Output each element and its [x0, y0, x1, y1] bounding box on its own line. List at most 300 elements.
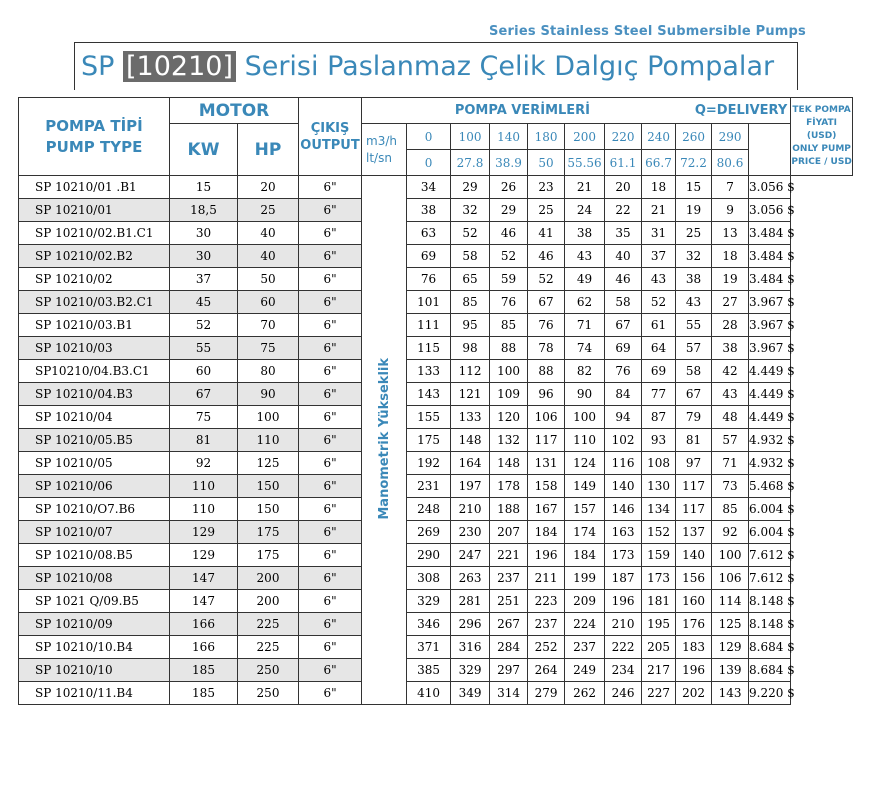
pump-type-cell: SP 10210/08 [19, 567, 170, 590]
head-value-cell: 57 [676, 337, 712, 360]
head-value-cell: 124 [565, 452, 605, 475]
kw-cell: 92 [170, 452, 238, 475]
head-value-cell: 18 [642, 176, 676, 199]
hp-cell: 20 [238, 176, 299, 199]
head-value-cell: 100 [490, 360, 528, 383]
head-value-cell: 349 [451, 682, 490, 705]
head-value-cell: 148 [451, 429, 490, 452]
head-value-cell: 73 [712, 475, 749, 498]
head-value-cell: 20 [605, 176, 642, 199]
head-value-cell: 43 [676, 291, 712, 314]
table-row [19, 613, 853, 636]
head-value-cell: 149 [565, 475, 605, 498]
pump-type-cell: SP 10210/05.B5 [19, 429, 170, 452]
head-value-cell: 173 [605, 544, 642, 567]
hp-cell: 90 [238, 383, 299, 406]
pump-type-cell: SP 10210/10 [19, 659, 170, 682]
output-cell: 6" [299, 475, 362, 498]
kw-cell: 30 [170, 222, 238, 245]
price-cell: 8.148 $ [749, 613, 791, 636]
head-value-cell: 37 [642, 245, 676, 268]
hp-cell: 100 [238, 406, 299, 429]
head-value-cell: 108 [642, 452, 676, 475]
head-value-cell: 196 [605, 590, 642, 613]
head-value-cell: 252 [528, 636, 565, 659]
head-value-cell: 25 [528, 199, 565, 222]
pump-type-cell: SP 10210/03 [19, 337, 170, 360]
head-value-cell: 100 [565, 406, 605, 429]
head-value-cell: 38 [565, 222, 605, 245]
head-value-cell: 175 [407, 429, 451, 452]
output-cell: 6" [299, 222, 362, 245]
head-value-cell: 40 [605, 245, 642, 268]
pump-type-cell: SP 10210/01 .B1 [19, 176, 170, 199]
head-value-cell: 192 [407, 452, 451, 475]
price-cell: 4.449 $ [749, 383, 791, 406]
price-cell: 3.056 $ [749, 199, 791, 222]
head-value-cell: 63 [407, 222, 451, 245]
head-value-cell: 158 [528, 475, 565, 498]
head-value-cell: 115 [407, 337, 451, 360]
header-price-line1: TEK POMPA [792, 105, 851, 115]
pump-type-cell: SP 10210/05 [19, 452, 170, 475]
head-value-cell: 96 [528, 383, 565, 406]
head-value-cell: 187 [605, 567, 642, 590]
hp-cell: 225 [238, 636, 299, 659]
head-value-cell: 38 [676, 268, 712, 291]
header-price-line3: ONLY PUMP [792, 144, 851, 154]
head-value-cell: 152 [642, 521, 676, 544]
head-value-cell: 27 [712, 291, 749, 314]
table-row [19, 360, 853, 383]
table-row [19, 682, 853, 705]
head-value-cell: 23 [528, 176, 565, 199]
title-prefix: SP [81, 51, 115, 82]
head-value-cell: 284 [490, 636, 528, 659]
head-value-cell: 31 [642, 222, 676, 245]
head-value-cell: 85 [490, 314, 528, 337]
head-value-cell: 42 [712, 360, 749, 383]
head-value-cell: 207 [490, 521, 528, 544]
output-cell: 6" [299, 452, 362, 475]
head-value-cell: 43 [565, 245, 605, 268]
head-value-cell: 97 [676, 452, 712, 475]
pump-type-cell: SP10210/04.B3.C1 [19, 360, 170, 383]
head-value-cell: 129 [712, 636, 749, 659]
head-value-cell: 71 [565, 314, 605, 337]
head-value-cell: 85 [451, 291, 490, 314]
price-cell: 8.148 $ [749, 590, 791, 613]
price-cell: 4.932 $ [749, 452, 791, 475]
head-value-cell: 133 [407, 360, 451, 383]
table-row [19, 406, 853, 429]
head-value-cell: 199 [565, 567, 605, 590]
head-value-cell: 231 [407, 475, 451, 498]
head-value-cell: 106 [528, 406, 565, 429]
kw-cell: 129 [170, 544, 238, 567]
title-suffix: Serisi Paslanmaz Çelik Dalgıç Pompalar [244, 51, 775, 82]
head-value-cell: 58 [676, 360, 712, 383]
head-value-cell: 74 [565, 337, 605, 360]
head-value-cell: 267 [490, 613, 528, 636]
kw-cell: 45 [170, 291, 238, 314]
flow-lts-cell: 0 [407, 150, 451, 176]
head-value-cell: 106 [712, 567, 749, 590]
hp-cell: 175 [238, 544, 299, 567]
output-cell: 6" [299, 199, 362, 222]
header-motor: MOTOR [170, 98, 299, 124]
head-value-cell: 196 [676, 659, 712, 682]
price-cell: 6.004 $ [749, 521, 791, 544]
flow-m3h-cell: 140 [490, 124, 528, 150]
head-value-cell: 18 [712, 245, 749, 268]
head-value-cell: 98 [451, 337, 490, 360]
kw-cell: 147 [170, 590, 238, 613]
kw-cell: 166 [170, 636, 238, 659]
head-value-cell: 329 [451, 659, 490, 682]
head-value-cell: 269 [407, 521, 451, 544]
hp-cell: 60 [238, 291, 299, 314]
head-value-cell: 173 [642, 567, 676, 590]
output-cell: 6" [299, 406, 362, 429]
header-price-line4: PRICE / USD [791, 157, 852, 167]
head-value-cell: 174 [565, 521, 605, 544]
output-cell: 6" [299, 383, 362, 406]
head-value-cell: 21 [565, 176, 605, 199]
hp-cell: 80 [238, 360, 299, 383]
head-value-cell: 15 [676, 176, 712, 199]
head-value-cell: 52 [490, 245, 528, 268]
head-value-cell: 209 [565, 590, 605, 613]
price-cell: 4.449 $ [749, 406, 791, 429]
head-value-cell: 100 [712, 544, 749, 567]
head-value-cell: 64 [642, 337, 676, 360]
flow-m3h-cell: 0 [407, 124, 451, 150]
head-value-cell: 69 [407, 245, 451, 268]
kw-cell: 55 [170, 337, 238, 360]
hp-cell: 225 [238, 613, 299, 636]
head-value-cell: 224 [565, 613, 605, 636]
table-row [19, 452, 853, 475]
head-value-cell: 262 [565, 682, 605, 705]
pump-type-cell: SP 10210/O7.B6 [19, 498, 170, 521]
header-pump-type-en: PUMP TYPE [45, 137, 143, 156]
head-value-cell: 130 [642, 475, 676, 498]
output-cell: 6" [299, 682, 362, 705]
price-cell: 8.684 $ [749, 659, 791, 682]
output-cell: 6" [299, 498, 362, 521]
head-value-cell: 69 [605, 337, 642, 360]
head-value-cell: 46 [490, 222, 528, 245]
head-value-cell: 35 [605, 222, 642, 245]
head-value-cell: 155 [407, 406, 451, 429]
head-value-cell: 316 [451, 636, 490, 659]
head-value-cell: 111 [407, 314, 451, 337]
kw-cell: 129 [170, 521, 238, 544]
head-value-cell: 61 [642, 314, 676, 337]
header-output [299, 98, 362, 176]
head-value-cell: 140 [605, 475, 642, 498]
head-value-cell: 195 [642, 613, 676, 636]
output-cell: 6" [299, 291, 362, 314]
header-price [791, 98, 853, 176]
pump-type-cell: SP 10210/02 [19, 268, 170, 291]
head-value-cell: 160 [676, 590, 712, 613]
head-value-cell: 133 [451, 406, 490, 429]
flow-lts-cell: 55.56 [565, 150, 605, 176]
flow-lts-cell: 50 [528, 150, 565, 176]
head-value-cell: 19 [712, 268, 749, 291]
head-value-cell: 117 [676, 498, 712, 521]
flow-lts-cell: 38.9 [490, 150, 528, 176]
kw-cell: 185 [170, 682, 238, 705]
table-row [19, 176, 853, 199]
head-value-cell: 385 [407, 659, 451, 682]
table-row [19, 199, 853, 222]
price-cell: 9.220 $ [749, 682, 791, 705]
pump-type-cell: SP 10210/06 [19, 475, 170, 498]
head-value-cell: 281 [451, 590, 490, 613]
output-cell: 6" [299, 590, 362, 613]
table-row [19, 636, 853, 659]
head-value-cell: 247 [451, 544, 490, 567]
kw-cell: 75 [170, 406, 238, 429]
hp-cell: 150 [238, 498, 299, 521]
page-title [74, 42, 798, 90]
vertical-label-cell [362, 176, 407, 705]
flow-lts-cell: 66.7 [642, 150, 676, 176]
head-value-cell: 217 [642, 659, 676, 682]
head-value-cell: 264 [528, 659, 565, 682]
output-cell: 6" [299, 659, 362, 682]
head-value-cell: 314 [490, 682, 528, 705]
head-value-cell: 237 [528, 613, 565, 636]
table-row [19, 337, 853, 360]
head-value-cell: 223 [528, 590, 565, 613]
head-value-cell: 88 [490, 337, 528, 360]
head-value-cell: 46 [605, 268, 642, 291]
head-value-cell: 163 [605, 521, 642, 544]
head-value-cell: 134 [642, 498, 676, 521]
head-value-cell: 9 [712, 199, 749, 222]
head-value-cell: 48 [712, 406, 749, 429]
head-value-cell: 46 [528, 245, 565, 268]
head-value-cell: 43 [712, 383, 749, 406]
head-value-cell: 41 [528, 222, 565, 245]
head-value-cell: 67 [676, 383, 712, 406]
head-value-cell: 371 [407, 636, 451, 659]
head-value-cell: 92 [712, 521, 749, 544]
head-value-cell: 32 [451, 199, 490, 222]
pump-type-cell: SP 10210/02.B2 [19, 245, 170, 268]
output-cell: 6" [299, 360, 362, 383]
head-value-cell: 297 [490, 659, 528, 682]
table-row [19, 475, 853, 498]
table-row [19, 383, 853, 406]
head-value-cell: 210 [605, 613, 642, 636]
output-cell: 6" [299, 613, 362, 636]
head-value-cell: 263 [451, 567, 490, 590]
head-value-cell: 137 [676, 521, 712, 544]
head-value-cell: 230 [451, 521, 490, 544]
head-value-cell: 90 [565, 383, 605, 406]
pump-type-cell: SP 10210/11.B4 [19, 682, 170, 705]
head-value-cell: 237 [565, 636, 605, 659]
hp-cell: 25 [238, 199, 299, 222]
head-value-cell: 101 [407, 291, 451, 314]
header-delivery-tr: POMPA VERİMLERİ [454, 103, 591, 118]
head-value-cell: 76 [490, 291, 528, 314]
head-value-cell: 196 [528, 544, 565, 567]
head-value-cell: 32 [676, 245, 712, 268]
head-value-cell: 38 [407, 199, 451, 222]
table-body [19, 176, 853, 705]
head-value-cell: 28 [712, 314, 749, 337]
head-value-cell: 120 [490, 406, 528, 429]
output-cell: 6" [299, 636, 362, 659]
head-value-cell: 114 [712, 590, 749, 613]
unit-lts: lt/sn [366, 150, 392, 165]
head-value-cell: 132 [490, 429, 528, 452]
head-value-cell: 78 [528, 337, 565, 360]
head-value-cell: 43 [642, 268, 676, 291]
price-cell: 3.484 $ [749, 245, 791, 268]
head-value-cell: 62 [565, 291, 605, 314]
table-row [19, 521, 853, 544]
price-cell: 3.967 $ [749, 291, 791, 314]
output-cell: 6" [299, 268, 362, 291]
head-value-cell: 22 [605, 199, 642, 222]
head-value-cell: 110 [565, 429, 605, 452]
head-value-cell: 131 [528, 452, 565, 475]
head-value-cell: 156 [676, 567, 712, 590]
price-cell: 3.484 $ [749, 222, 791, 245]
header-output-en: OUTPUT [300, 137, 360, 153]
kw-cell: 110 [170, 498, 238, 521]
head-value-cell: 49 [565, 268, 605, 291]
head-value-cell: 109 [490, 383, 528, 406]
head-value-cell: 188 [490, 498, 528, 521]
head-value-cell: 237 [490, 567, 528, 590]
pump-type-cell: SP 10210/01 [19, 199, 170, 222]
price-cell: 3.967 $ [749, 337, 791, 360]
flow-m3h-cell: 260 [676, 124, 712, 150]
head-value-cell: 76 [528, 314, 565, 337]
head-value-cell: 67 [528, 291, 565, 314]
pump-type-cell: SP 10210/07 [19, 521, 170, 544]
head-value-cell: 95 [451, 314, 490, 337]
head-value-cell: 19 [676, 199, 712, 222]
head-value-cell: 117 [528, 429, 565, 452]
head-value-cell: 227 [642, 682, 676, 705]
hp-cell: 200 [238, 567, 299, 590]
flow-m3h-cell: 180 [528, 124, 565, 150]
head-value-cell: 85 [712, 498, 749, 521]
head-value-cell: 57 [712, 429, 749, 452]
kw-cell: 60 [170, 360, 238, 383]
pump-type-cell: SP 10210/04.B3 [19, 383, 170, 406]
head-value-cell: 52 [528, 268, 565, 291]
head-value-cell: 59 [490, 268, 528, 291]
header-pump-type [19, 98, 170, 176]
pump-type-cell: SP 10210/09 [19, 613, 170, 636]
head-value-cell: 76 [407, 268, 451, 291]
head-value-cell: 94 [605, 406, 642, 429]
table-row [19, 268, 853, 291]
price-cell: 7.612 $ [749, 567, 791, 590]
head-value-cell: 157 [565, 498, 605, 521]
hp-cell: 70 [238, 314, 299, 337]
table-row [19, 291, 853, 314]
table-row [19, 590, 853, 613]
pump-type-cell: SP 10210/03.B1 [19, 314, 170, 337]
head-value-cell: 167 [528, 498, 565, 521]
output-cell: 6" [299, 567, 362, 590]
head-value-cell: 184 [528, 521, 565, 544]
output-cell: 6" [299, 429, 362, 452]
kw-cell: 166 [170, 613, 238, 636]
head-value-cell: 26 [490, 176, 528, 199]
head-value-cell: 222 [605, 636, 642, 659]
kw-cell: 15 [170, 176, 238, 199]
price-cell: 3.484 $ [749, 268, 791, 291]
head-value-cell: 116 [605, 452, 642, 475]
head-value-cell: 82 [565, 360, 605, 383]
head-value-cell: 65 [451, 268, 490, 291]
hp-cell: 200 [238, 590, 299, 613]
head-value-cell: 140 [676, 544, 712, 567]
price-cell: 3.967 $ [749, 314, 791, 337]
price-cell: 4.932 $ [749, 429, 791, 452]
vertical-label: Manometrik Yükseklik [376, 357, 392, 520]
flow-m3h-cell: 200 [565, 124, 605, 150]
head-value-cell: 21 [642, 199, 676, 222]
table-row [19, 544, 853, 567]
head-value-cell: 148 [490, 452, 528, 475]
table-row [19, 567, 853, 590]
kw-cell: 110 [170, 475, 238, 498]
hp-cell: 125 [238, 452, 299, 475]
head-value-cell: 290 [407, 544, 451, 567]
pump-type-cell: SP 10210/02.B1.C1 [19, 222, 170, 245]
head-value-cell: 249 [565, 659, 605, 682]
pump-type-cell: SP 1021 Q/09.B5 [19, 590, 170, 613]
header-pump-type-tr: POMPA TİPİ [45, 116, 143, 135]
head-value-cell: 202 [676, 682, 712, 705]
kw-cell: 81 [170, 429, 238, 452]
hp-cell: 150 [238, 475, 299, 498]
hp-cell: 250 [238, 682, 299, 705]
head-value-cell: 24 [565, 199, 605, 222]
table-row [19, 222, 853, 245]
head-value-cell: 25 [676, 222, 712, 245]
head-value-cell: 183 [676, 636, 712, 659]
kw-cell: 185 [170, 659, 238, 682]
head-value-cell: 143 [407, 383, 451, 406]
hp-cell: 75 [238, 337, 299, 360]
flow-lts-cell: 27.8 [451, 150, 490, 176]
pump-type-cell: SP 10210/03.B2.C1 [19, 291, 170, 314]
head-value-cell: 112 [451, 360, 490, 383]
table-row [19, 245, 853, 268]
head-value-cell: 76 [605, 360, 642, 383]
table-row [19, 429, 853, 452]
head-value-cell: 84 [605, 383, 642, 406]
header-output-tr: ÇIKIŞ [310, 120, 350, 136]
head-value-cell: 29 [490, 199, 528, 222]
head-value-cell: 221 [490, 544, 528, 567]
kw-cell: 18,5 [170, 199, 238, 222]
